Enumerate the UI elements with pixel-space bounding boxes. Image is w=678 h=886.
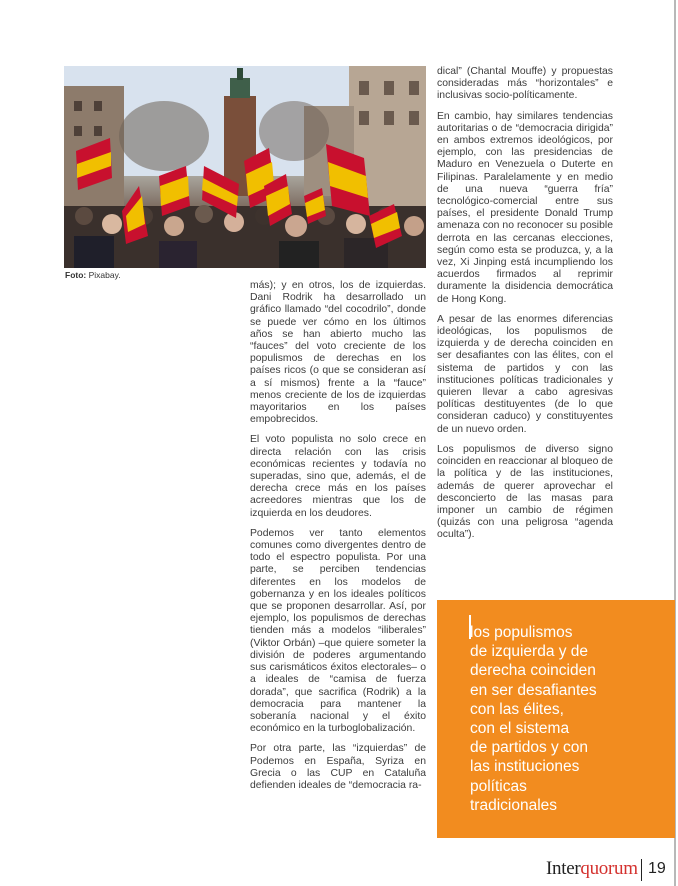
paragraph: Podemos ver tanto elementos comunes como divergentes dentro de todo el espectro populista. Por una parte, se perciben tendencias diferentes en los modelos de gobernanza y en los ideales políticos que se proponen desarrollar. Así, por ejemplo, los populismos de derechas tienden más a modelos “iliberales” (Viktor Orbán) –que quiere someter la división de poderes argumentando sus carismáticos éxitos electorales– o a ideales de “camisa de fuerza dorada”, que sacrifica (Rodrik) a la democracia para mantener la soberanía nacional y el éxito económico en la turboglobalización. <box>250 527 426 735</box>
pull-quote-text <box>470 623 640 815</box>
pull-quote-line: en ser desafiantes <box>470 681 597 699</box>
magazine-logo <box>546 858 638 880</box>
logo-part-quorum: quorum <box>580 858 638 879</box>
pull-quote-line: políticas <box>470 777 527 795</box>
logo-part-inter: Inter <box>546 858 581 879</box>
pull-quote-line: de izquierda y de <box>470 643 589 661</box>
article-column-middle <box>250 280 426 800</box>
pull-quote-line: con el sistema <box>470 720 570 738</box>
pull-quote-line: con las élites, <box>470 700 564 718</box>
paragraph: Los populismos de diverso signo coinciden en reaccionar al bloqueo de la política y de las instituciones, además de querer aprovechar el desconcierto de las masas para imponer un cambio de régimen (quizás con una peligrosa “agenda oculta”). <box>437 443 613 541</box>
page-number: 19 <box>648 860 666 877</box>
paragraph: El voto populista no solo crece en directa relación con las crisis económicas recientes y todavía no superadas, sino que, además, el de derecha crece más en los países acreedores mientras que los de izquierda en los deudores. <box>250 434 426 519</box>
crowd-flags-illustration <box>64 66 426 268</box>
pull-quote-line: de partidos y con <box>470 739 589 757</box>
caption-source: Pixabay. <box>88 270 121 280</box>
paragraph: A pesar de las enormes diferencias ideológicas, los populismos de izquierda y de derecha coinciden en ser desafiantes con las élites, con el sistema de partidos y con las instituciones políticas tradicionales y quieren llevar a cabo agresivas políticas destituyentes (de lo que consideran caduco) y constituyentes de un nuevo orden. <box>437 313 613 435</box>
caption-label: Foto: <box>65 270 87 280</box>
pull-quote-line: derecha coinciden <box>470 662 596 680</box>
article-photo <box>64 66 426 268</box>
pull-quote-line: tradicionales <box>470 796 558 814</box>
paragraph: En cambio, hay similares tendencias autoritarias o de “democracia dirigida” en ambos extremos ideológicos, por ejemplo, con las presidencias de Maduro en Venezuela o Duterte en Filipinas. Paralelamente y en medio de una nueva “guerra fría” tecnológico-comercial entre sus países, el presidente Donald Trump amenaza con no reconocer su posible derrota en las cercanas elecciones, según como esta se produzca, y, a la vez, Xi Jinping está incumpliendo los acuerdos firmados al reprimir duramente la disidencia democrática de Hong Kong. <box>437 110 613 305</box>
pull-quote-line: las instituciones <box>470 758 580 776</box>
paragraph: Por otra parte, las “izquierdas” de Podemos en España, Syriza en Grecia o las CUP en Cataluña defienden ideales de “democracia ra- <box>250 743 426 791</box>
footer-divider <box>641 859 642 881</box>
photo-caption <box>65 270 121 280</box>
paragraph: más); y en otros, los de izquierdas. Dani Rodrik ha desarrollado un gráfico llamado “del cocodrilo”, donde se puede ver cómo en los últimos años se han abierto mucho las “fauces” del voto creciente de los populismos de derechas en los países ricos (o que se consideran así a sí mismos) frente a la “fauce” menos creciente de los de izquierdas mayoritarios en los países empobrecidos. <box>250 280 426 426</box>
pull-quote-line: los populismos <box>470 624 573 641</box>
paragraph: dical” (Chantal Mouffe) y propuestas consideradas más “horizontales” e inclusivas socio-políticamente. <box>437 66 613 102</box>
article-column-right <box>437 66 613 550</box>
